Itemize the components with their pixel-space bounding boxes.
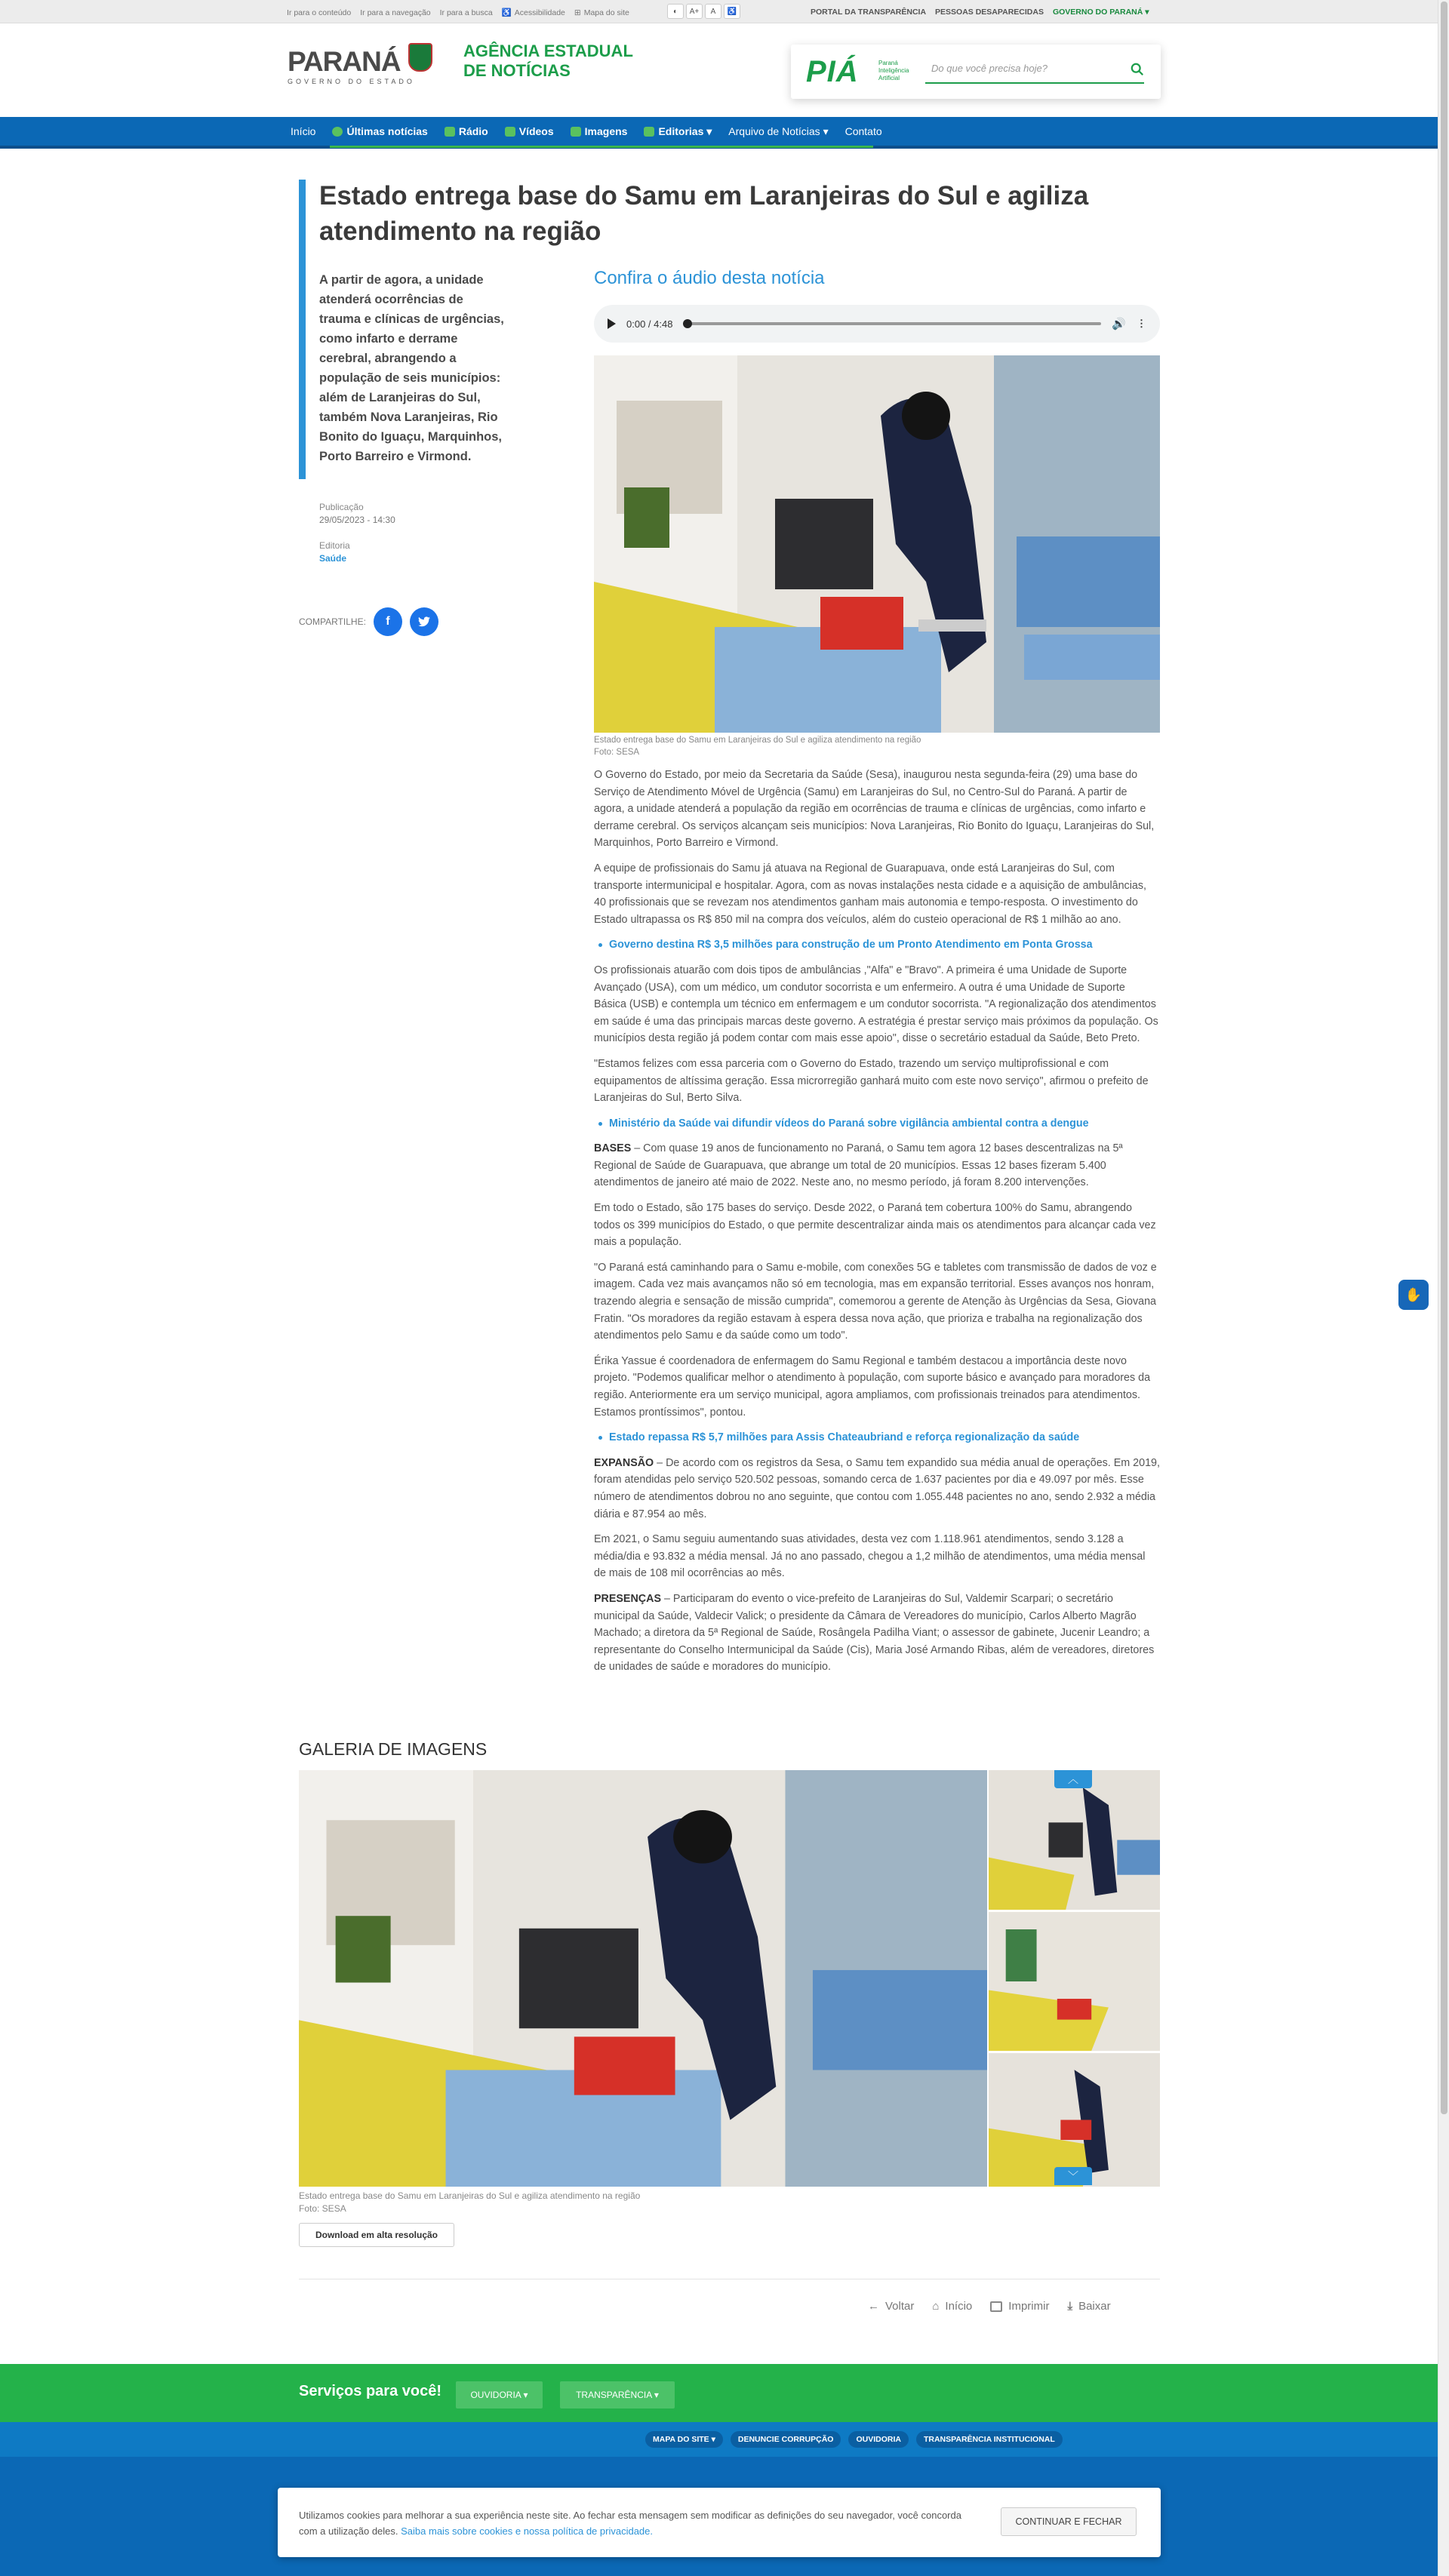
audio-heading: Confira o áudio desta notícia — [594, 268, 825, 288]
play-icon[interactable] — [608, 318, 616, 329]
publication-date: 29/05/2023 - 14:30 — [319, 515, 395, 525]
related-link[interactable]: Governo destina R$ 3,5 milhões para construção de um Pronto Atendimento em Ponta Grossa — [594, 936, 1160, 954]
scrollbar[interactable] — [1438, 0, 1449, 2576]
skip-to-content-link[interactable]: Ir para o conteúdo — [287, 8, 352, 17]
share-label: COMPARTILHE: — [299, 616, 366, 627]
footer-sitemap-link[interactable]: MAPA DO SITE ▾ — [645, 2431, 723, 2448]
cookie-accept-button[interactable]: CONTINUAR E FECHAR — [1001, 2507, 1137, 2536]
section-lead: EXPANSÃO — [594, 1456, 654, 1469]
volume-icon[interactable]: 🔊 — [1112, 318, 1126, 330]
footer-links-bar — [0, 2422, 1438, 2457]
gallery-caption-text: Estado entrega base do Samu em Laranjeiras do Sul e agiliza atendimento na região — [299, 2190, 641, 2201]
logo-subtitle: GOVERNO DO ESTADO — [288, 78, 415, 85]
back-button[interactable] — [868, 2300, 914, 2313]
print-label: Imprimir — [1008, 2300, 1050, 2313]
transparency-portal-link[interactable]: PORTAL DA TRANSPARÊNCIA — [811, 8, 927, 17]
contrast-button[interactable]: ◐ — [667, 4, 684, 19]
radio-icon — [445, 127, 455, 137]
back-label: Voltar — [885, 2300, 915, 2313]
pia-search-box — [791, 45, 1161, 99]
nav-label: Vídeos — [518, 125, 554, 137]
paragraph-text: – Participaram do evento o vice-prefeito de Laranjeiras do Sul, Valdemir Scarpari; o secretário municipal da Saúde, Valdecir Valick; o presidente da Câmara de Vereadores do município, Carlos Alberto Magrão Machado; a diretora da 5ª Regional de Saúde, Rosângela Padilha Viant; o assessor de gabinete, Jucenir Leandro; a representante do Conselho Intermunicipal da Saúde (Cis), Maria José Armando Ribas, além de vereadores, diretores de unidades de saúde e moradores do município. — [594, 1592, 1155, 1674]
cookie-message: Utilizamos cookies para melhorar a sua experiência neste site. Ao fechar esta mensagem sem modificar as definições do seu navegador, você concorda com a utilização deles. — [299, 2510, 961, 2537]
caption-credit: Foto: SESA — [594, 748, 640, 757]
image-icon — [571, 127, 581, 137]
nav-arquivo[interactable]: Arquivo de Notícias ▾ — [728, 124, 829, 137]
article-body — [594, 767, 1160, 1684]
tags-icon — [644, 127, 654, 137]
gallery-photo-graphic — [299, 1770, 987, 2187]
share-bar — [299, 607, 438, 636]
gallery-main-photo[interactable] — [299, 1770, 987, 2187]
nav-ultimas-noticias[interactable] — [332, 125, 427, 137]
article-summary: A partir de agora, a unidade atenderá ocorrências de trauma e clínicas de urgências, como infarto e derrame cerebral, abrangendo a população de seis municípios: além de Laranjeiras do Sul, também Nova Laranjeiras, Rio Bonito do Iguaçu, Marquinhos, Porto Barreiro e Virmond. — [319, 273, 504, 463]
coat-of-arms-icon — [408, 43, 432, 72]
download-hires-button[interactable]: Download em alta resolução — [299, 2223, 454, 2247]
clock-icon — [332, 127, 343, 137]
related-link[interactable]: Estado repassa R$ 5,7 milhões para Assis Chateaubriand e reforça regionalização da saúde — [594, 1429, 1160, 1446]
paragraph — [594, 1455, 1160, 1523]
thumb-graphic — [989, 1770, 1160, 1910]
home-label: Início — [945, 2300, 973, 2313]
gallery-caption — [299, 2190, 640, 2215]
paragraph: Em 2021, o Samu seguiu aumentando suas atividades, desta vez com 1.118.961 atendimentos, sendo 3.128 a média/dia e 93.832 a média mensal. Já no ano passado, chegou a 1,2 milhão de atendimentos, uma média mensal de mais de 108 mil ocorrências ao mês. — [594, 1533, 1146, 1580]
cookie-banner — [278, 2488, 1161, 2557]
footer-report-corruption-link[interactable]: DENUNCIE CORRUPÇÃO — [731, 2431, 841, 2448]
accessibility-label: Acessibilidade — [514, 8, 565, 17]
pia-tagline: Paraná Inteligência Artificial — [878, 60, 909, 81]
font-reset-button[interactable]: A — [705, 4, 721, 19]
sitemap-link[interactable] — [574, 8, 629, 17]
vlibras-widget-icon[interactable]: ✋ — [1398, 1280, 1429, 1310]
print-button[interactable] — [990, 2300, 1049, 2313]
arrow-left-icon: ← — [868, 2300, 879, 2313]
nav-label: Editorias ▾ — [658, 124, 712, 137]
thumb-graphic — [989, 1912, 1160, 2051]
sitemap-icon: ⊞ — [574, 8, 581, 17]
pia-logo[interactable]: PIÁ — [806, 55, 859, 88]
accessibility-link[interactable] — [502, 8, 565, 17]
skip-to-search-link[interactable]: Ir para a busca — [439, 8, 493, 17]
article-photo[interactable] — [594, 355, 1160, 733]
paragraph-text: – Com quase 19 anos de funcionamento no Paraná, o Samu tem agora 12 bases descentralizas na 5ª Regional de Saúde de Guarapuava, que abrange um total de 20 municípios. Essas 12 bases fizeram 5.400 atendimentos de janeiro até maio de 2022. Neste ano, no mesmo período, já foram 8.200 intervenções. — [594, 1142, 1123, 1189]
gallery-up-arrow[interactable]: ︿ — [1054, 1770, 1092, 1788]
gallery-thumb[interactable] — [989, 1770, 1160, 1910]
caption-text: Estado entrega base do Samu em Laranjeiras do Sul e agiliza atendimento na região — [594, 736, 921, 745]
ambulance-photo-graphic — [594, 355, 1160, 733]
accessibility-bar — [0, 0, 1438, 23]
paragraph: Em todo o Estado, são 175 bases do serviço. Desde 2022, o Paraná tem cobertura 100% do Samu, abrangendo todos os 399 municípios do Estado, o que permite descentralizar ainda mais os atendimentos para alcançar cada vez mais a população. — [594, 1202, 1156, 1249]
print-icon — [990, 2301, 1002, 2312]
paragraph-text: – De acordo com os registros da Sesa, o Samu tem expandido sua média anual de operações. Em 2019, foram atendidas pelo serviço 520.502 pessoas, somando cerca de 1.637 pacientes por dia e 49.097 por mês. Esse número de atendimentos dobrou no ano seguinte, que contou com 1.055.448 pacientes no ano, sendo 2.932 a média diária e 87.954 ao mês. — [594, 1456, 1160, 1520]
site-header — [0, 23, 1438, 117]
gallery-caption-credit: Foto: SESA — [299, 2203, 346, 2214]
editoria-label: Editoria — [319, 540, 350, 551]
nav-imagens[interactable] — [571, 125, 628, 137]
font-increase-button[interactable]: A+ — [686, 4, 703, 19]
missing-people-link[interactable]: PESSOAS DESAPARECIDAS — [935, 8, 1044, 17]
home-button[interactable] — [932, 2300, 972, 2313]
paragraph: "O Paraná está caminhando para o Samu e-mobile, com conexões 5G e tabletes com transmissão de dados de voz e imagem. Cada vez mais avançamos não só em tecnologia, mas em expansão territorial. Esses avanços nos honram, trazendo alegria e sensação de missão cumprida", comemorou a gerente de Atenção às Urgências da Sesa, Giovana Fratin. "Os moradores da região estavam à espera dessa nova ação, que prioriza e trabalha na regionalização dos atendimentos pelo Samu e da saúde como um todo". — [594, 1261, 1157, 1342]
article-title: Estado entrega base do Samu em Laranjeiras do Sul e agiliza atendimento na região — [319, 181, 1089, 246]
gallery-title: GALERIA DE IMAGENS — [299, 1739, 488, 1759]
audio-progress[interactable] — [683, 322, 1101, 325]
section-lead: PRESENÇAS — [594, 1592, 661, 1605]
paragraph: Os profissionais atuarão com dois tipos de ambulâncias ,"Alfa" e "Bravo". A primeira é uma Unidade de Suporte Avançado (USA), com um médico, um condutor socorrista e um enfermeiro. A outra é uma Unidade de Suporte Básica (USB) e contempla um técnico em enfermagem e um condutor socorrista. "A regionalização dos atendimentos em saúde é uma das principais marcas deste governo. A estratégia é prestar serviço mais próximos da população. Os municípios desta região já podem contar com mais esse apoio", disse o secretário estadual da Saúde, Beto Preto. — [594, 964, 1158, 1045]
paragraph: Érika Yassue é coordenadora de enfermagem do Samu Regional e também destacou a importância deste novo projeto. "Podemos qualificar melhor o atendimento à população, com suporte básico e avançado para moradores da região. Anteriormente era um serviço municipal, agora ampliamos, com profissionais treinados para atendimentos. Estamos prontíssimos", pontou. — [594, 1354, 1151, 1419]
nav-contato[interactable]: Contato — [844, 125, 882, 137]
download-label: Baixar — [1078, 2300, 1111, 2313]
photo-caption — [594, 734, 921, 758]
search-icon[interactable] — [1131, 63, 1144, 76]
section-lead: BASES — [594, 1142, 632, 1155]
title-accent-bar — [299, 180, 306, 479]
nav-inicio[interactable]: Início — [291, 125, 316, 137]
gallery-thumb[interactable] — [989, 1912, 1160, 2051]
download-button[interactable] — [1067, 2300, 1110, 2313]
paragraph: O Governo do Estado, por meio da Secretaria da Saúde (Sesa), inaugurou nesta segunda-feira (29) uma base do Serviço de Atendimento Móvel de Urgência (Samu) em Laranjeiras do Sul, no Centro-Sul do Paraná. A partir de agora, a unidade atenderá a população da região em ocorrências de trauma e clínicas de urgências, como infarto e derrame cerebral. Os serviços alcançam seis municípios: Nova Laranjeiras, Rio Bonito do Iguaçu, Laranjeiras do Sul, Marquinhos, Porto Barreiro e Virmond. — [594, 769, 1155, 850]
nav-editorias[interactable] — [644, 125, 712, 138]
article-actions — [868, 2300, 1111, 2313]
skip-to-nav-link[interactable]: Ir para a navegação — [360, 8, 431, 17]
audio-time: 0:00 / 4:48 — [626, 318, 673, 330]
nav-videos[interactable] — [505, 125, 554, 137]
footer-ouvidoria-link[interactable]: OUVIDORIA — [848, 2431, 909, 2448]
paragraph — [594, 1140, 1160, 1191]
services-title: Serviços para você! — [299, 2383, 441, 2399]
twitter-share-icon[interactable] — [410, 607, 438, 636]
editoria-link[interactable]: Saúde — [319, 553, 347, 564]
nav-label: Rádio — [458, 125, 488, 137]
related-link[interactable]: Ministério da Saúde vai difundir vídeos do Paraná sobre vigilância ambiental contra a dengue — [594, 1115, 1160, 1133]
nav-label: Imagens — [584, 125, 628, 137]
footer-transparency-link[interactable]: TRANSPARÊNCIA INSTITUCIONAL — [916, 2431, 1063, 2448]
services-bar — [0, 2364, 1438, 2422]
nav-label: Últimas notícias — [346, 125, 428, 137]
search-input[interactable]: Do que você precisa hoje? — [925, 58, 1144, 84]
scrollbar-thumb[interactable] — [1441, 2, 1447, 2114]
home-icon: ⌂ — [932, 2300, 940, 2313]
transparencia-dropdown[interactable]: TRANSPARÊNCIA ▾ — [560, 2381, 675, 2408]
paragraph — [594, 1591, 1160, 1676]
article-meta — [319, 501, 395, 565]
cookie-text — [299, 2507, 978, 2539]
paragraph: "Estamos felizes com essa parceria com o Governo do Estado, trazendo um serviço multiprofissional e com equipamentos de altíssima geração. Essa microrregião ganhará muito com este novo serviço", afirmou o prefeito de Laranjeiras do Sul, Berto Silva. — [594, 1057, 1149, 1105]
logo-word: PARANÁ — [288, 46, 401, 77]
cookie-policy-link[interactable]: Saiba mais sobre cookies e nossa política de privacidade. — [401, 2525, 653, 2537]
paragraph: A equipe de profissionais do Samu já atuava na Regional de Guarapuava, onde está Laranjeiras do Sul, com transporte intermunicipal e hospitalar. Agora, com as novas instalações nesta cidade e a aquisição de ambulâncias, 40 profissionais que se revezam nos atendimentos ganham mais autonomia e tempo-resposta. O investimento do Estado ultrapassa os R$ 850 mil na compra dos veículos, além do custeio operacional de R$ 1 milhão ao ano. — [594, 862, 1146, 926]
agency-title[interactable]: AGÊNCIA ESTADUAL DE NOTÍCIAS — [463, 41, 633, 80]
nav-accent-line — [330, 146, 873, 148]
video-icon — [505, 127, 515, 137]
publication-label: Publicação — [319, 502, 364, 512]
parana-logo[interactable] — [288, 40, 435, 89]
accessibility-icon: ♿ — [501, 8, 512, 17]
facebook-share-icon[interactable]: f — [374, 607, 402, 636]
download-icon: ⤓ — [1067, 2300, 1073, 2313]
sitemap-label: Mapa do site — [583, 8, 629, 17]
ouvidoria-dropdown[interactable]: OUVIDORIA ▾ — [456, 2381, 543, 2408]
gov-menu[interactable]: GOVERNO DO PARANÁ ▾ — [1052, 8, 1149, 17]
audio-player[interactable] — [594, 305, 1160, 343]
nav-radio[interactable] — [445, 125, 488, 137]
main-nav — [0, 117, 1438, 149]
gallery-down-arrow[interactable]: ﹀ — [1054, 2167, 1092, 2185]
more-options-icon[interactable]: ⋮ — [1137, 318, 1146, 329]
vlibras-button[interactable]: ♿ — [724, 4, 740, 19]
